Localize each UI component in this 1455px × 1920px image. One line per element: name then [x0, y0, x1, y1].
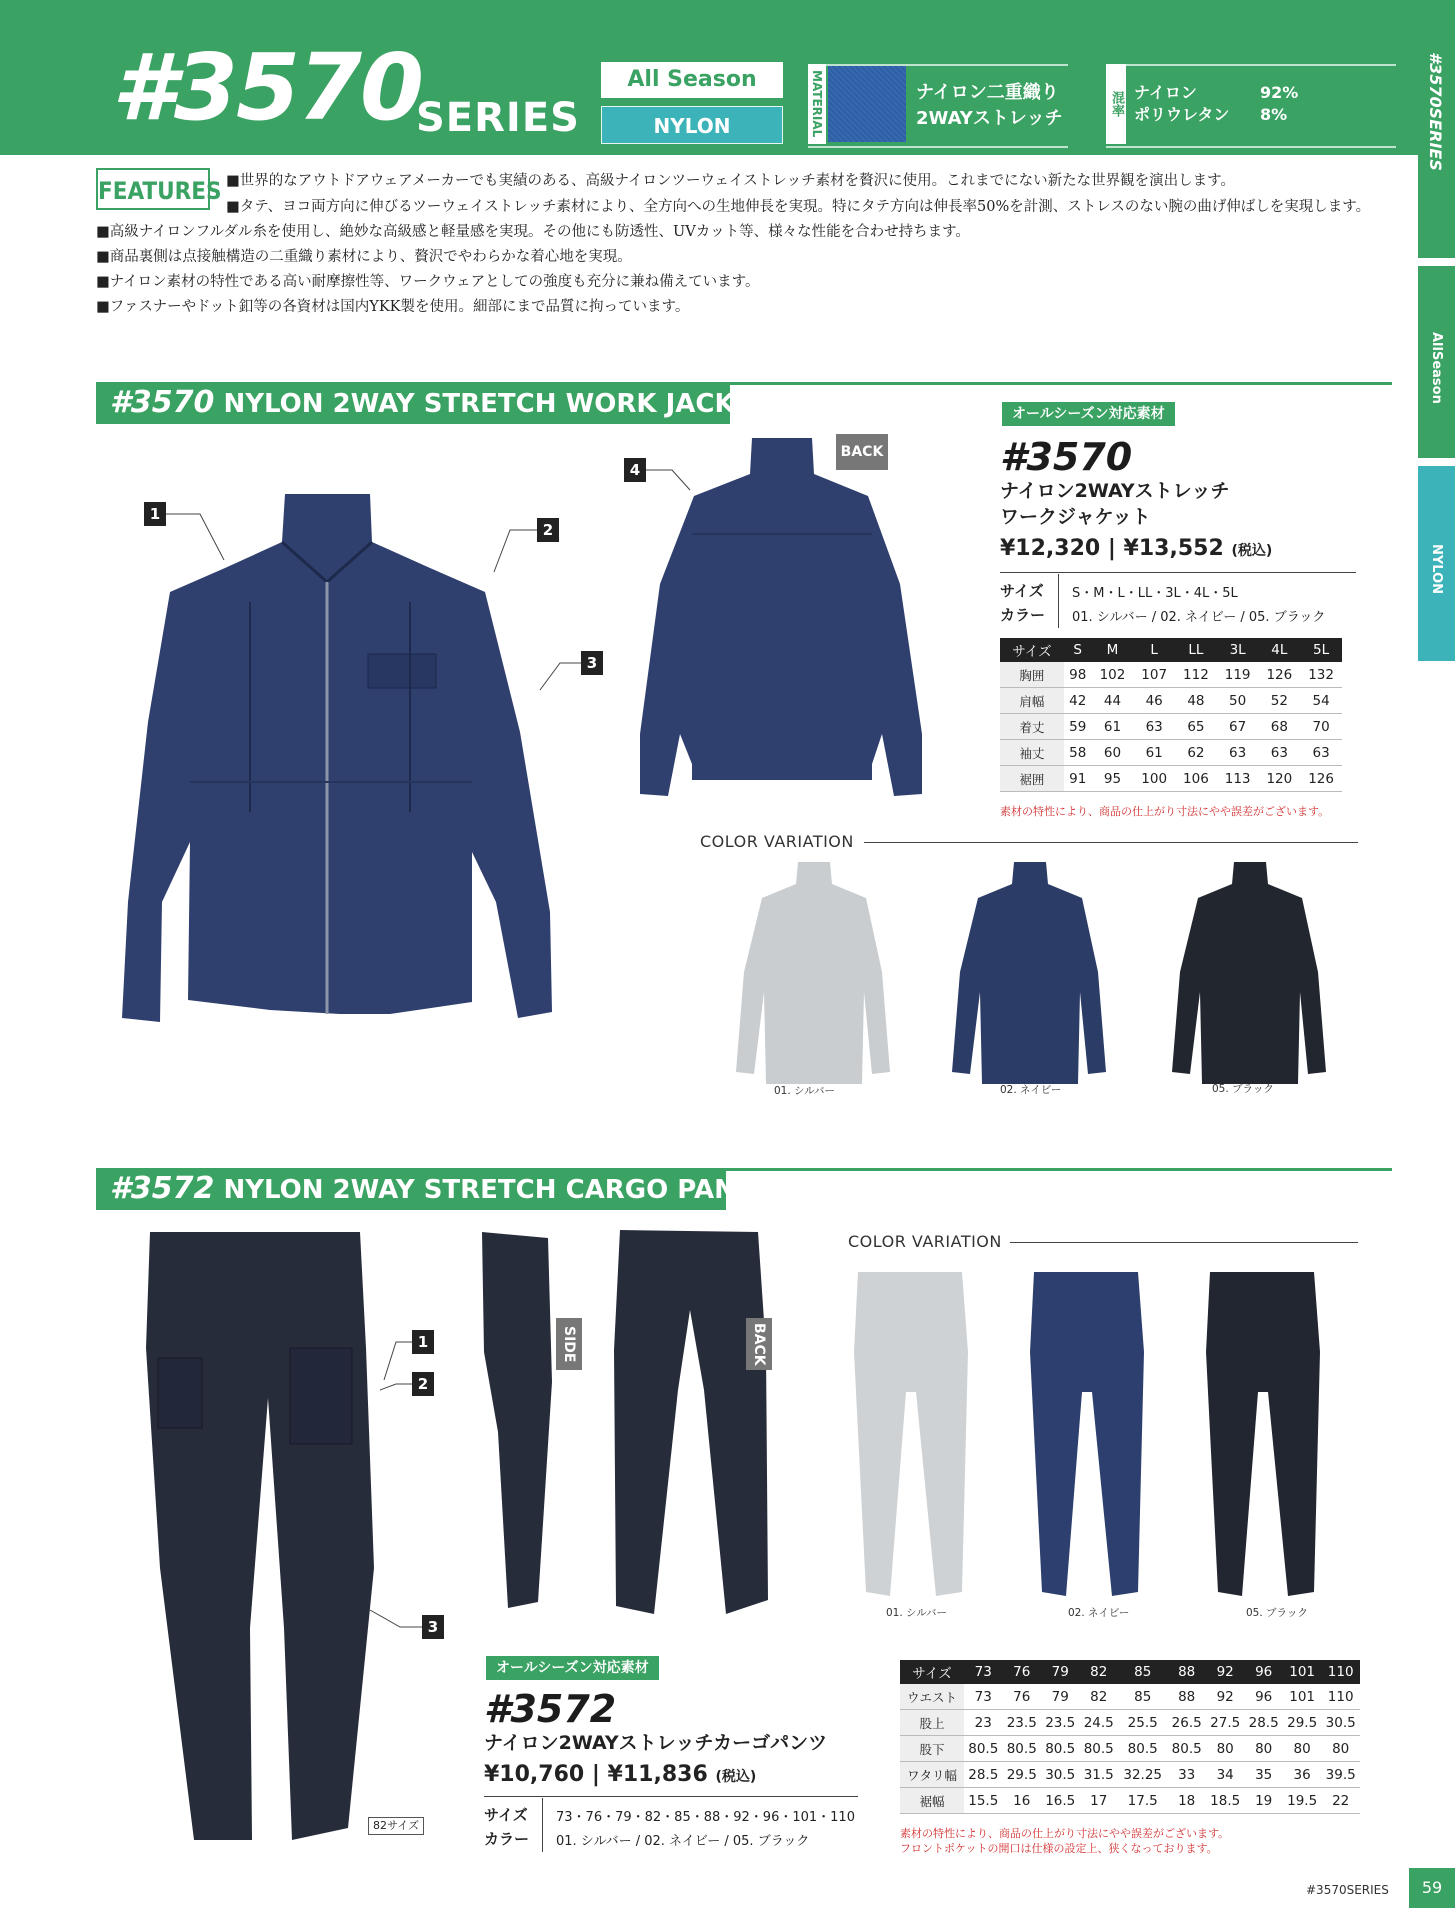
table-cell: 59	[1064, 714, 1092, 740]
table-cell: 82	[1079, 1684, 1117, 1710]
jacket-back-image	[632, 434, 932, 804]
table-cell: 24.5	[1079, 1710, 1117, 1736]
table-cell: 25.5	[1118, 1710, 1167, 1736]
table-cell: 80.5	[1041, 1736, 1079, 1762]
table-size-header: 4L	[1258, 638, 1300, 662]
jacket-number: #3570	[1000, 435, 1133, 479]
table-row-header: 股上	[900, 1710, 964, 1736]
table-cell: 29.5	[1003, 1762, 1041, 1788]
table-cell: 23.5	[1003, 1710, 1041, 1736]
table-cell: 73	[964, 1684, 1002, 1710]
table-cell: 80.5	[1118, 1736, 1167, 1762]
pants-back-image	[608, 1230, 778, 1618]
jacket-note: 素材の特性により、商品の仕上がり寸法にやや誤差がございます。	[1000, 805, 1330, 818]
pants-variation-label-3: 05. ブラック	[1246, 1607, 1308, 1619]
table-cell: 28.5	[1244, 1710, 1282, 1736]
table-cell: 102	[1092, 662, 1134, 688]
table-cell: 30.5	[1041, 1762, 1079, 1788]
table-cell: 92	[1206, 1684, 1244, 1710]
table-cell: 95	[1092, 766, 1134, 792]
table-cell: 34	[1206, 1762, 1244, 1788]
table-size-header: 101	[1283, 1660, 1321, 1684]
table-cell: 63	[1300, 740, 1342, 766]
table-cell: 17.5	[1118, 1788, 1167, 1814]
table-row-header: 裾囲	[1000, 766, 1064, 792]
table-cell: 88	[1167, 1684, 1205, 1710]
jacket-variation-label-1: 01. シルバー	[774, 1085, 836, 1097]
table-cell: 39.5	[1321, 1762, 1360, 1788]
table-cell: 18.5	[1206, 1788, 1244, 1814]
jacket-color-variation-title: COLOR VARIATION	[700, 832, 854, 851]
pants-price: ¥10,760 | ¥11,836 (税込)	[484, 1762, 757, 1787]
season-tag: All Season	[601, 62, 783, 98]
table-cell: 27.5	[1206, 1710, 1244, 1736]
footer-series: #3570SERIES	[1306, 1883, 1389, 1897]
table-cell: 19.5	[1283, 1788, 1321, 1814]
table-cell: 23	[964, 1710, 1002, 1736]
table-size-header: 110	[1321, 1660, 1360, 1684]
pants-name: ナイロン2WAYストレッチカーゴパンツ	[484, 1732, 828, 1754]
side-tab-season[interactable]: AllSeason	[1418, 266, 1455, 458]
jacket-color-variation-rule	[864, 842, 1358, 843]
table-cell: 30.5	[1321, 1710, 1360, 1736]
table-row-header: 肩幅	[1000, 688, 1064, 714]
jacket-callout-1: 1	[144, 502, 166, 526]
table-cell: 80	[1206, 1736, 1244, 1762]
table-row-header: ウエスト	[900, 1684, 964, 1710]
table-cell: 44	[1092, 688, 1134, 714]
table-size-header: 96	[1244, 1660, 1282, 1684]
table-size-header: 5L	[1300, 638, 1342, 662]
table-cell: 65	[1175, 714, 1217, 740]
table-cell: 63	[1133, 714, 1175, 740]
pants-variation-2	[1030, 1272, 1144, 1596]
pants-section-title: #3572 NYLON 2WAY STRETCH CARGO PANTS	[110, 1171, 773, 1206]
table-cell: 50	[1217, 688, 1259, 714]
table-row	[1000, 766, 1342, 792]
table-corner-header: サイズ	[1000, 638, 1064, 662]
table-cell: 70	[1300, 714, 1342, 740]
pants-callout-3: 3	[422, 1615, 444, 1639]
pants-side-image	[478, 1232, 558, 1612]
table-row-header: 袖丈	[1000, 740, 1064, 766]
table-size-header: S	[1064, 638, 1092, 662]
jacket-spec: サイズ S・M・L・LL・3L・4L・5L カラー 01. シルバー / 02. ネイビー / 05. ブラック	[1000, 580, 1360, 632]
pants-callout-2: 2	[412, 1372, 434, 1396]
table-size-header: 88	[1167, 1660, 1205, 1684]
table-row	[900, 1736, 1360, 1762]
side-tab-material[interactable]: NYLON	[1418, 466, 1455, 661]
pants-color-variation-rule	[1010, 1242, 1358, 1243]
table-cell: 126	[1300, 766, 1342, 792]
table-cell: 23.5	[1041, 1710, 1079, 1736]
table-cell: 98	[1064, 662, 1092, 688]
table-cell: 110	[1321, 1684, 1360, 1710]
table-row-header: 着丈	[1000, 714, 1064, 740]
table-cell: 80.5	[1003, 1736, 1041, 1762]
side-tab-series[interactable]: #3570SERIES	[1418, 0, 1455, 258]
table-cell: 80.5	[964, 1736, 1002, 1762]
table-cell: 63	[1217, 740, 1259, 766]
table-cell: 113	[1217, 766, 1259, 792]
table-cell: 80	[1321, 1736, 1360, 1762]
table-cell: 32.25	[1118, 1762, 1167, 1788]
pants-back-tag: BACK	[746, 1318, 772, 1370]
pants-variation-1	[854, 1272, 968, 1596]
table-cell: 67	[1217, 714, 1259, 740]
table-row-header: 裾幅	[900, 1788, 964, 1814]
table-cell: 85	[1118, 1684, 1167, 1710]
table-cell: 36	[1283, 1762, 1321, 1788]
table-cell: 31.5	[1079, 1762, 1117, 1788]
table-size-header: 73	[964, 1660, 1002, 1684]
table-cell: 54	[1300, 688, 1342, 714]
table-cell: 48	[1175, 688, 1217, 714]
table-cell: 132	[1300, 662, 1342, 688]
table-cell: 107	[1133, 662, 1175, 688]
pants-color-variations	[0, 0, 1, 1]
jacket-name: ナイロン2WAYストレッチ ワークジャケット	[1000, 480, 1230, 528]
table-row	[900, 1788, 1360, 1814]
material-label: MATERIAL	[808, 64, 826, 144]
table-size-header: M	[1092, 638, 1134, 662]
features-badge: FEATURES	[96, 168, 210, 210]
table-cell: 61	[1133, 740, 1175, 766]
page-number: 59	[1409, 1868, 1455, 1908]
feature-line-1: ■世界的なアウトドアウェアメーカーでも実績のある、高級ナイロンツーウェイストレッチ素材を贅沢に使用。これまでにない新たな世界観を演出します。	[226, 173, 1235, 189]
table-size-header: LL	[1175, 638, 1217, 662]
pants-size-box: 82サイズ	[368, 1817, 424, 1835]
fabric-swatch	[828, 66, 906, 142]
table-cell: 42	[1064, 688, 1092, 714]
table-row	[1000, 662, 1342, 688]
mix-ratio: ナイロン 92% ポリウレタン 8%	[1134, 83, 1299, 124]
jacket-callout-3: 3	[581, 651, 603, 675]
table-cell: 17	[1079, 1788, 1117, 1814]
pants-front-image	[140, 1228, 400, 1844]
table-row	[1000, 688, 1342, 714]
table-cell: 126	[1258, 662, 1300, 688]
pants-callout-1: 1	[412, 1330, 434, 1354]
table-cell: 19	[1244, 1788, 1282, 1814]
table-size-header: 85	[1118, 1660, 1167, 1684]
table-cell: 16	[1003, 1788, 1041, 1814]
jacket-back-tag: BACK	[836, 434, 888, 470]
table-cell: 80	[1283, 1736, 1321, 1762]
table-row-header: 胸囲	[1000, 662, 1064, 688]
table-row	[1000, 714, 1342, 740]
feature-line-6: ■ファスナーやドット釦等の各資材は国内YKK製を使用。細部にまで品質に拘っています。	[96, 299, 690, 315]
table-row	[900, 1710, 1360, 1736]
table-cell: 68	[1258, 714, 1300, 740]
table-size-header: 3L	[1217, 638, 1259, 662]
feature-line-3: ■高級ナイロンフルダル糸を使用し、絶妙な高級感と軽量感を実現。その他にも防透性、UVカット等、様々な性能を合わせ持ちます。	[96, 224, 970, 240]
series-word: SERIES	[416, 95, 580, 141]
feature-line-5: ■ナイロン素材の特性である高い耐摩擦性等、ワークウェアとしての強度も充分に兼ね備えています。	[96, 274, 760, 290]
jacket-variation-label-3: 05. ブラック	[1212, 1083, 1274, 1095]
jacket-variation-3	[1172, 862, 1326, 1084]
table-size-header: L	[1133, 638, 1175, 662]
table-cell: 26.5	[1167, 1710, 1205, 1736]
pants-price-rule	[484, 1796, 858, 1797]
jacket-price-rule	[1000, 572, 1356, 573]
table-cell: 76	[1003, 1684, 1041, 1710]
feature-line-4: ■商品裏側は点接触構造の二重織り素材により、贅沢でやわらかな着心地を実現。	[96, 249, 632, 265]
mix-label: 混率	[1106, 64, 1126, 144]
series-number: #3570	[112, 34, 423, 141]
table-cell: 28.5	[964, 1762, 1002, 1788]
pants-variation-label-2: 02. ネイビー	[1068, 1607, 1130, 1619]
table-cell: 112	[1175, 662, 1217, 688]
table-cell: 29.5	[1283, 1710, 1321, 1736]
table-cell: 16.5	[1041, 1788, 1079, 1814]
table-cell: 120	[1258, 766, 1300, 792]
pants-season-chip: オールシーズン対応素材	[486, 1656, 659, 1680]
material-description: ナイロン二重織り 2WAYストレッチ	[916, 82, 1063, 129]
table-cell: 58	[1064, 740, 1092, 766]
pants-variation-3	[1206, 1272, 1320, 1596]
table-cell: 33	[1167, 1762, 1205, 1788]
table-cell: 35	[1244, 1762, 1282, 1788]
table-cell: 96	[1244, 1684, 1282, 1710]
table-row-header: ワタリ幅	[900, 1762, 964, 1788]
table-cell: 60	[1092, 740, 1134, 766]
table-size-header: 76	[1003, 1660, 1041, 1684]
feature-line-2: ■タテ、ヨコ両方向に伸びるツーウェイストレッチ素材により、全方向への生地伸長を実現。特にタテ方向は伸長率50%を計測、ストレスのない腕の曲げ伸ばしを実現します。	[226, 199, 1371, 215]
jacket-callout-4: 4	[624, 458, 646, 482]
jacket-season-chip: オールシーズン対応素材	[1002, 402, 1175, 426]
jacket-size-table	[1000, 638, 1342, 792]
pants-color-variation-title: COLOR VARIATION	[848, 1232, 1002, 1251]
pants-size-table	[900, 1660, 1360, 1814]
table-row	[900, 1684, 1360, 1710]
pants-spec: サイズ 73・76・79・82・85・88・92・96・101・110 カラー 01. シルバー / 02. ネイビー / 05. ブラック	[484, 1804, 864, 1856]
pants-note-2: フロントポケットの開口は仕様の設定上、狭くなっております。	[900, 1842, 1218, 1855]
table-cell: 91	[1064, 766, 1092, 792]
jacket-front-image	[100, 482, 570, 1022]
table-cell: 80.5	[1079, 1736, 1117, 1762]
jacket-variation-2	[952, 862, 1106, 1084]
table-cell: 61	[1092, 714, 1134, 740]
table-row	[1000, 740, 1342, 766]
jacket-section-title: #3570 NYLON 2WAY STRETCH WORK JACKET	[110, 385, 771, 420]
table-row	[900, 1762, 1360, 1788]
table-cell: 18	[1167, 1788, 1205, 1814]
table-cell: 62	[1175, 740, 1217, 766]
table-cell: 22	[1321, 1788, 1360, 1814]
table-cell: 101	[1283, 1684, 1321, 1710]
table-cell: 15.5	[964, 1788, 1002, 1814]
table-cell: 119	[1217, 662, 1259, 688]
pants-side-tag: SIDE	[556, 1318, 582, 1370]
jacket-price: ¥12,320 | ¥13,552 (税込)	[1000, 536, 1273, 561]
table-cell: 63	[1258, 740, 1300, 766]
table-cell: 100	[1133, 766, 1175, 792]
pants-number: #3572	[484, 1687, 617, 1731]
table-cell: 46	[1133, 688, 1175, 714]
jacket-variation-1	[736, 862, 890, 1084]
table-cell: 80.5	[1167, 1736, 1205, 1762]
table-cell: 52	[1258, 688, 1300, 714]
table-corner-header: サイズ	[900, 1660, 964, 1684]
material-tag: NYLON	[601, 106, 783, 144]
table-cell: 106	[1175, 766, 1217, 792]
table-row-header: 股下	[900, 1736, 964, 1762]
table-size-header: 92	[1206, 1660, 1244, 1684]
table-cell: 79	[1041, 1684, 1079, 1710]
table-size-header: 79	[1041, 1660, 1079, 1684]
jacket-callout-2: 2	[537, 518, 559, 542]
jacket-variation-label-2: 02. ネイビー	[1000, 1084, 1062, 1096]
pants-variation-label-1: 01. シルバー	[886, 1607, 948, 1619]
pants-note-1: 素材の特性により、商品の仕上がり寸法にやや誤差がございます。	[900, 1827, 1230, 1840]
table-cell: 80	[1244, 1736, 1282, 1762]
table-size-header: 82	[1079, 1660, 1117, 1684]
